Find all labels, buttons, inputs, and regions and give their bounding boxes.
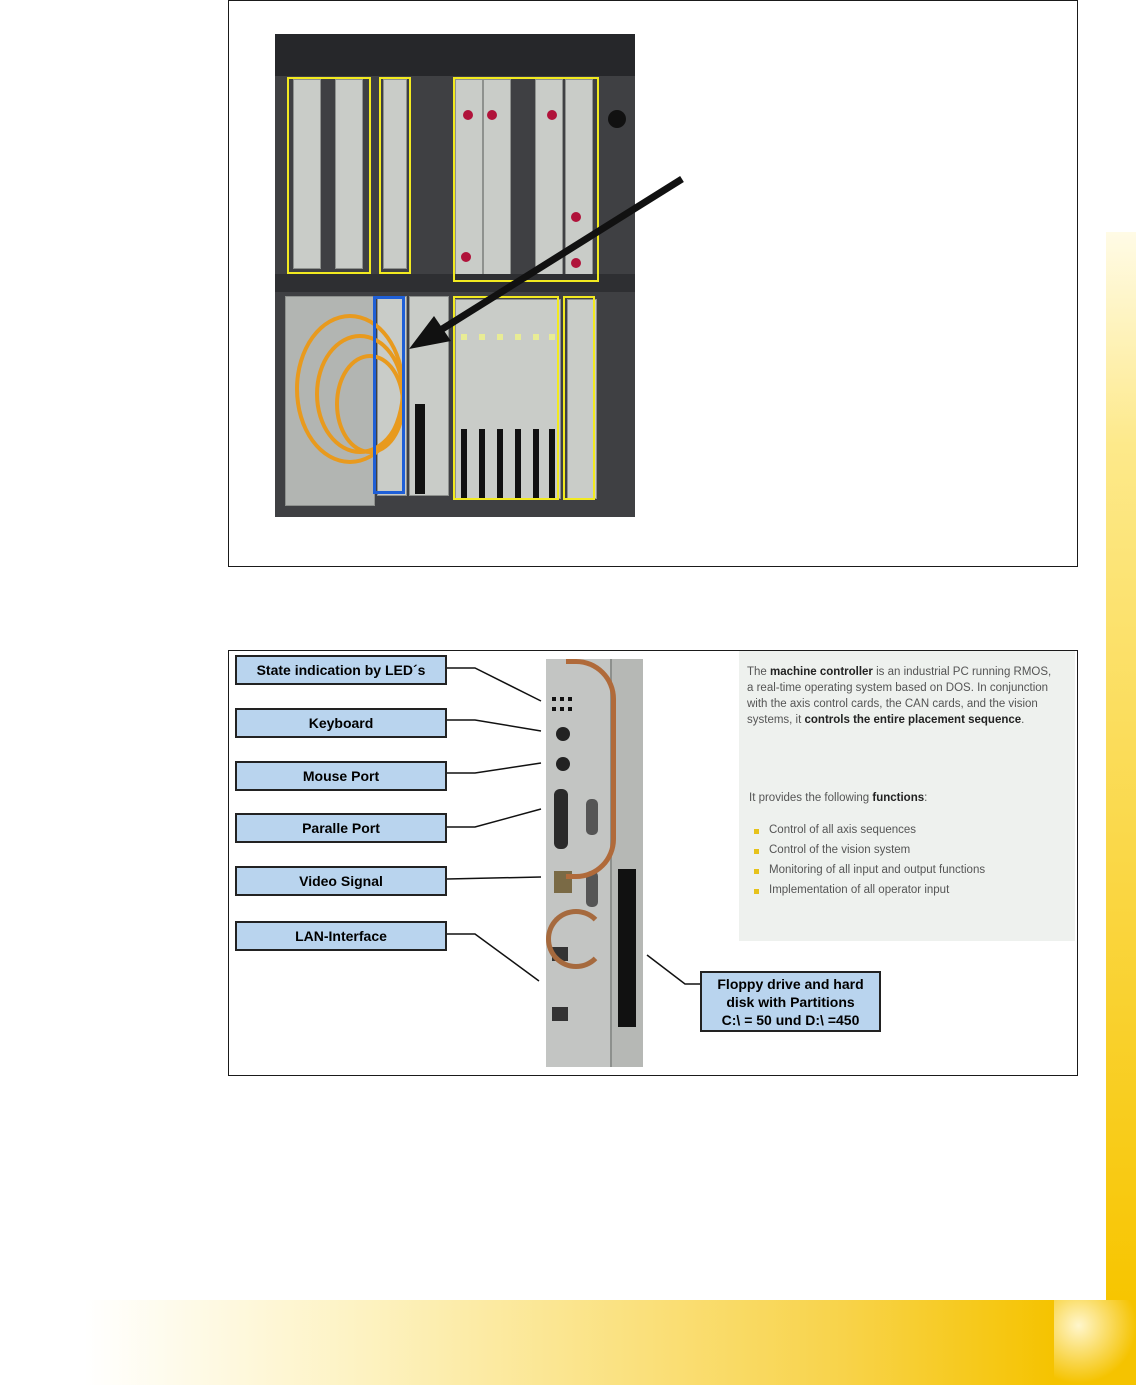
storage-line-2: disk with Partitions: [726, 993, 855, 1010]
description-panel: [739, 651, 1075, 941]
desc-bold: functions: [872, 792, 925, 804]
function-item: Control of the vision system: [749, 844, 985, 856]
pointer-arrow: [229, 1, 1079, 568]
desc-bold: controls the entire placement sequence: [804, 714, 1022, 726]
desc-bold: machine controller: [770, 666, 873, 678]
function-item: Control of all axis sequences: [749, 824, 985, 836]
callout-led-state: State indication by LED´s: [235, 655, 447, 685]
storage-line-1: Floppy drive and hard: [717, 975, 864, 992]
description-paragraph: [747, 664, 1057, 728]
desc-text: The: [747, 666, 771, 678]
callout-mouse-port: Mouse Port: [235, 761, 447, 791]
desc-text: .: [1021, 714, 1025, 726]
callout-lan-interface: LAN-Interface: [235, 921, 447, 951]
storage-line-3: C:\ = 50 und D:\ =450: [721, 1011, 860, 1028]
bottom-gradient-bar: [0, 1300, 1054, 1385]
corner-gradient-block: [1054, 1300, 1136, 1385]
function-item: Monitoring of all input and output functions: [749, 864, 985, 876]
callout-video-signal: Video Signal: [235, 866, 447, 896]
callout-parallel-port: Paralle Port: [235, 813, 447, 843]
rack-figure-frame: [228, 0, 1078, 567]
functions-intro: [749, 792, 927, 804]
callout-keyboard: Keyboard: [235, 708, 447, 738]
desc-text: is an industrial PC running RMOS, a real-time operating system based on DOS. In conjunction with the axis control cards, the CAN cards, and the vision systems, it: [747, 666, 1052, 726]
side-gradient-bar: [1106, 232, 1136, 1300]
desc-text: :: [924, 792, 928, 804]
function-item: Implementation of all operator input: [749, 884, 985, 896]
functions-list: [749, 824, 985, 904]
controller-figure-frame: [228, 650, 1078, 1076]
desc-text: It provides the following: [749, 792, 873, 804]
